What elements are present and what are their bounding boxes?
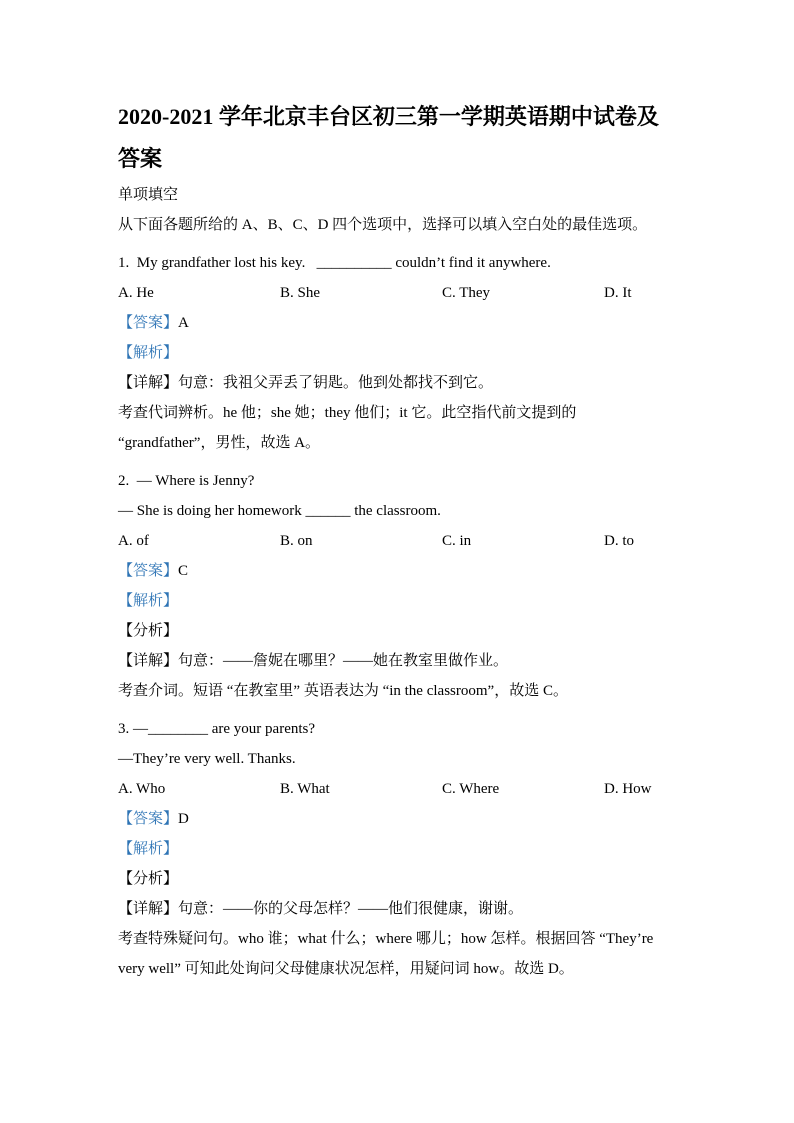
question-2-option-c: C. in [442, 533, 472, 549]
answer-label: 【答案】 [118, 563, 179, 579]
question-1-answer-line [118, 308, 676, 338]
question-1-detail-text: 句意：我祖父弄丢了钥匙。他到处都找不到它。 [178, 375, 494, 391]
question-2-analysis-line [118, 586, 676, 616]
question-2-options-row [118, 526, 676, 556]
question-2-answer-value: C [178, 563, 189, 579]
analysis-label: 【解析】 [118, 841, 179, 857]
question-2-breakdown-line [118, 616, 676, 646]
answer-label: 【答案】 [118, 811, 179, 827]
analysis-label: 【解析】 [118, 345, 179, 361]
question-3-option-a: A. Who [118, 781, 166, 797]
question-2-option-d: D. to [604, 533, 634, 549]
question-3-answer-line [118, 804, 676, 834]
detail-label: 【详解】 [118, 901, 179, 917]
question-1-answer-value: A [178, 315, 189, 331]
question-2-option-a: A. of [118, 533, 149, 549]
question-block-3 [118, 714, 676, 984]
breakdown-label: 【分析】 [118, 871, 179, 887]
analysis-label: 【解析】 [118, 593, 179, 609]
question-3-explanation-note: 考查特殊疑问句。who 谁；what 什么；where 哪儿；how 怎样。根据回答 “They’re very well” 可知此处询问父母健康状况怎样，用疑问词 how。故选 D。 [118, 931, 658, 977]
question-3-analysis-line [118, 834, 676, 864]
question-1-option-d: D. It [604, 285, 632, 301]
question-2-detail-text: 句意：——詹妮在哪里？——她在教室里做作业。 [178, 653, 509, 669]
question-1-analysis-line [118, 338, 676, 368]
question-3-detail-text: 句意：——你的父母怎样？——他们很健康，谢谢。 [178, 901, 524, 917]
question-2-stem-reply: — She is doing her homework ______ the classroom. [118, 503, 441, 519]
question-3-option-b: B. What [280, 781, 330, 797]
question-2-option-b: B. on [280, 533, 313, 549]
instructions: 从下面各题所给的 A、B、C、D 四个选项中，选择可以填入空白处的最佳选项。 [118, 217, 648, 233]
question-1-stem: 1. My grandfather lost his key. __________ couldn’t find it anywhere. [118, 255, 551, 271]
question-2-detail-line [118, 646, 676, 676]
detail-label: 【详解】 [118, 375, 179, 391]
question-1-detail-line [118, 368, 676, 398]
question-1-option-b: B. She [280, 285, 321, 301]
question-2-answer-line [118, 556, 676, 586]
question-3-stem: 3. —________ are your parents? [118, 721, 316, 737]
page-title: 2020-2021 学年北京丰台区初三第一学期英语期中试卷及答案 [118, 104, 659, 171]
breakdown-label: 【分析】 [118, 623, 179, 639]
question-3-options-row [118, 774, 676, 804]
question-3-breakdown-line [118, 864, 676, 894]
section-heading: 单项填空 [118, 187, 179, 203]
question-3-answer-value: D [178, 811, 189, 827]
question-1-explanation-note: 考查代词辨析。he 他；she 她；they 他们；it 它。此空指代前文提到的 “grandfather”，男性，故选 A。 [118, 405, 581, 451]
question-3-detail-line [118, 894, 676, 924]
question-block-1 [118, 248, 676, 458]
question-3-option-c: C. Where [442, 781, 500, 797]
question-2-stem: 2. — Where is Jenny? [118, 473, 255, 489]
question-1-option-a: A. He [118, 285, 154, 301]
question-3-option-d: D. How [604, 781, 652, 797]
question-1-option-c: C. They [442, 285, 491, 301]
detail-label: 【详解】 [118, 653, 179, 669]
question-1-options-row [118, 278, 676, 308]
question-block-2 [118, 466, 676, 706]
question-2-explanation-note: 考查介词。短语 “在教室里” 英语表达为 “in the classroom”，故选 C。 [118, 683, 568, 699]
answer-label: 【答案】 [118, 315, 179, 331]
question-3-stem-reply: —They’re very well. Thanks. [118, 751, 296, 767]
